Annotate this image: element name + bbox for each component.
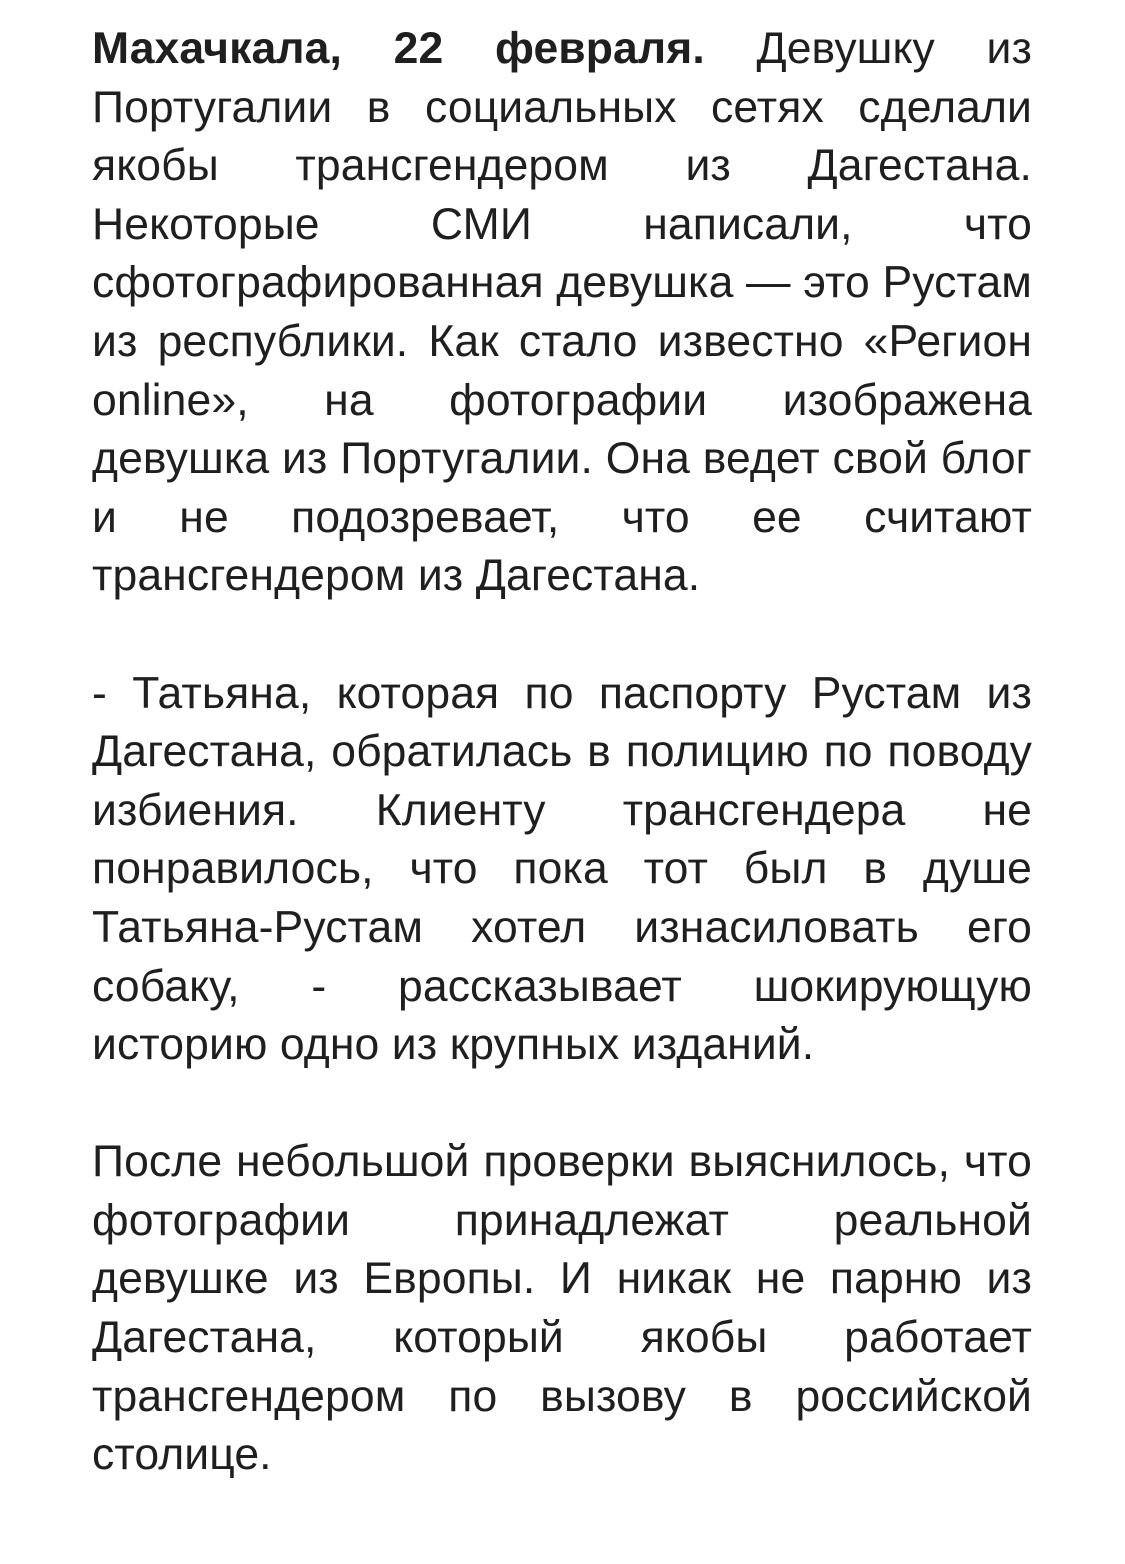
article-paragraph-3: После небольшой проверки выяснилось, что фотографии принадлежат реальной девушке из Европы. И никак не парню из Дагестана, который якобы работает трансгендером по вызову в российской столице. — [92, 1137, 1032, 1480]
article-paragraph-1-text: Девушку из Португалии в социальных сетях сделали якобы трансгендером из Дагестана. Некоторые СМИ написали, что сфотографированная девушка — это Рустам из республики. Как стало известно «Регион online», на фотографии изображена девушка из Португалии. Она ведет свой блог и не подозревает, что ее считают трансгендером из Дагестана. — [92, 24, 1033, 601]
article-dateline: Махачкала, 22 февраля. — [92, 24, 705, 73]
news-article — [92, 20, 1032, 1485]
article-paragraph-2: - Татьяна, которая по паспорту Рустам из Дагестана, обратилась в полицию по поводу избиения. Клиенту трансгендера не понравилось, что пока тот был в душе Татьяна-Рустам хотел изнасиловать его собаку, - рассказывает шокирующую историю одно из крупных изданий. — [92, 668, 1032, 1070]
article-paragraph-1 — [92, 20, 1032, 606]
